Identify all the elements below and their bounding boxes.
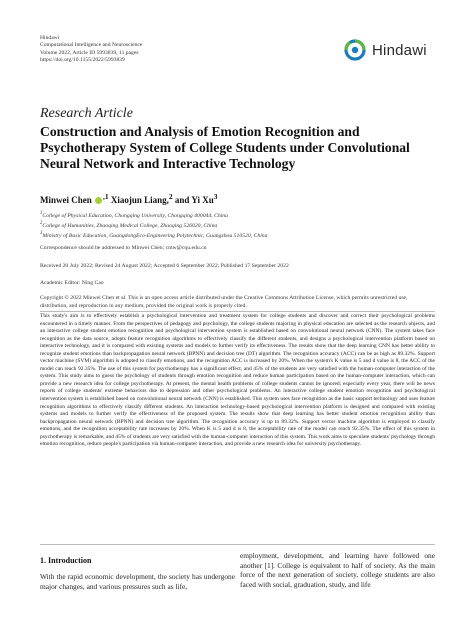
copyright-notice: Copyright © 2022 Minwei Chen et al. This is an open access article distributed under the Creative Commons Attribution License, which permits unrestricted use, distribution, and reproduction in any medium, provided the original work is properly cited.: [40, 295, 408, 309]
author-affiliation-mark: 3: [213, 192, 218, 201]
article-title: Construction and Analysis of Emotion Recognition and Psychotherapy System of College Students under Convolutional Neural Network and Interactive Technology: [40, 124, 410, 171]
intro-right-column: employment, development, and learning have followed one another [1]. College is equivalent to half of society. As the main force of the next generation of society, college students are also faced with social, graduation, study, and life: [240, 551, 435, 589]
author-affiliation-mark: ,1: [103, 192, 109, 201]
journal-header: [40, 35, 142, 65]
author-name[interactable]: Minwei Chen: [40, 195, 92, 205]
divider: [40, 544, 435, 545]
affiliation-item: [40, 210, 267, 220]
article-type: Research Article: [40, 106, 133, 121]
affiliation-number: 3: [40, 231, 43, 237]
publication-dates: Received 20 July 2022; Revised 24 August 2022; Accepted 6 September 2022; Published 17 September 2022: [40, 263, 289, 269]
intro-left-column: With the rapid economic development, the society has undergone major changes, and various pressures such as life,: [40, 572, 235, 591]
journal-publisher: Hindawi: [40, 35, 60, 41]
author-list: [40, 192, 218, 205]
hindawi-logo-icon: [343, 38, 367, 62]
doi-link[interactable]: https://doi.org/10.1155/2022/5993839: [40, 57, 125, 64]
affiliation-number: 1: [40, 211, 43, 216]
orcid-icon[interactable]: [95, 197, 102, 204]
divider: [40, 311, 435, 312]
affiliation-item: [40, 220, 267, 230]
affiliation-text: Ministry of Basic Education, GuangdongEco-Engineering Polytechnic, Guangzhou 510520, China: [42, 233, 268, 240]
journal-name: Computational Intelligence and Neuroscience: [40, 42, 143, 49]
logo-wordmark: Hindawi: [372, 41, 427, 59]
author-name[interactable]: Xiaojun Liang,: [110, 195, 169, 205]
affiliation-text: College of Physical Education, Chongqing University, Chongqing 400044, China: [42, 212, 228, 219]
hindawi-logo[interactable]: [343, 38, 427, 62]
author-affiliation-mark: 2: [168, 192, 173, 201]
section-heading: 1. Introduction: [40, 556, 92, 565]
volume-info: Volume 2022, Article ID 5993839, 11 pages: [40, 49, 139, 56]
affiliation-item: [40, 230, 267, 240]
author-name[interactable]: and Yi Xu: [174, 195, 214, 205]
affiliation-number: 2: [40, 221, 43, 227]
academic-editor: Academic Editor: Ning Cao: [40, 280, 104, 286]
abstract-text: This study's aim is to effectively establish a psychological intervention and treatment system for college students and discover and correct their psychological problems encountered in a timely manner. From the perspectives of pedagogy and psychology, the college students majoring in physical education are selected as the research objects, and an interactive college student emotion recognition and psychological intervention system is established based on convolutional neural network (CNN). The system takes face recognition as the data source, adopts feature recognition algorithms to effectively classify the different students, and designs a psychological intervention platform based on interactive technology, and it is compared with existing systems and models to further verify its effectiveness. The results show that the deep learning CNN has better ability to recognize student emotions than backpropagation neural network (BPNN) and decision tree (DT) algorithm. The recognition accuracy (ACC) can be as high as 89.32%. Support vector machine (SVM) algorithm is adopted to classify emotions, and the recognition ACC is increased by 20%. When the system's K value is 5 and d value is 8, the ACC of the model can reach 92.35%. The use of this system for psychotherapy has a significant effect, and 45% of the students are very satisfied with the human-computer interaction of the system. This study aims to guess the psychology of students through emotion recognition and reduce human participation based on the human-computer interaction, which can provide a new research idea for college psychotherapy. At present, the mental health problems of college students cannot be ignored; especially every year, there will be news reports of college students' extreme behaviors due to depression and other psychological problems. An interactive college student emotion recognition and psychological intervention system is established based on convolutional neural network (CNN) is established. This system uses face recognition as the basic support technology and uses feature recognition algorithms to effectively classify different students. An interaction technology-based psychological intervention platform is designed and compared with existing systems and models to further verify the effectiveness of the proposed system. The results show that deep learning has better student emotion recognition ability than backpropagation neural network (BPNN) and decision tree algorithm. The recognition accuracy is up to 89.32%. Support vector machine algorithm is employed to classify emotions, and the recognition acceptability rate increases by 20%. When K is 5 and d is 8, the acceptability rate of the model can reach 92.35%. The effect of this system in psychotherapy is remarkable, and 45% of students are very satisfied with the human-computer interaction of this system. This work aims to speculate students' psychology through emotion recognition, reduce people's participation via human-computer interaction, and provide a new research idea for university psychotherapy.: [40, 313, 435, 448]
correspondence: Correspondence should be addressed to Minwei Chen; cmw@cqu.edu.cn: [40, 245, 207, 251]
affiliation-text: College of Humanities, Zhaoqing Medical College, Zhaoqing 526020, China: [42, 223, 218, 230]
affiliations: [40, 210, 267, 241]
